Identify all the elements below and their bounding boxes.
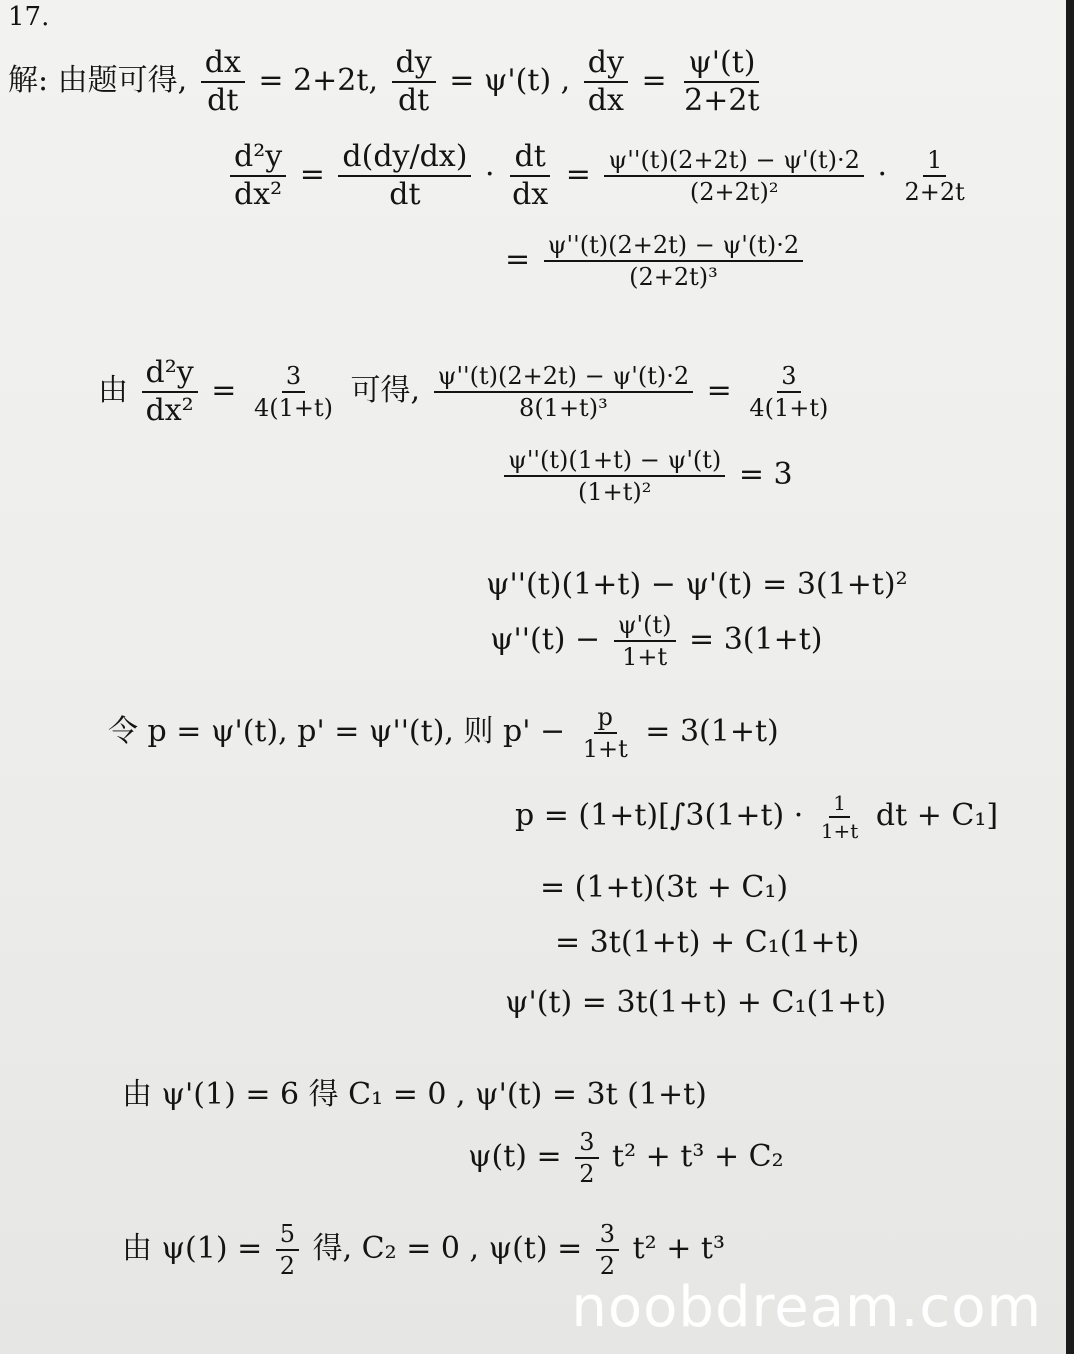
simplified-denominator: (2+2t)³ [629, 263, 718, 291]
psi-rhs: t² + t³ + C₂ [612, 1139, 784, 1174]
psi-lhs: ψ(t) = [468, 1139, 562, 1174]
final-rhs: t² + t³ [632, 1231, 725, 1266]
three-numerator: 3 [596, 1222, 619, 1251]
solution-line-1 [8, 45, 768, 118]
rhs-denominator: 4(1+t) [749, 394, 829, 422]
rhs-numerator: 3 [777, 364, 800, 393]
quotient-numerator: ψ''(t)(2+2t) − ψ'(t)·2 [604, 148, 863, 177]
reduced-rhs: = 3 [738, 457, 793, 492]
two-denominator-2: 2 [599, 1252, 616, 1280]
integrand-denominator: 1+t [820, 819, 859, 843]
substitution-line [108, 705, 779, 761]
one-numerator: 1 [923, 148, 946, 177]
dt-numerator: dt [510, 142, 549, 177]
expanded-equation-line: ψ''(t)(1+t) − ψ'(t) = 3(1+t)² [486, 567, 908, 602]
d2y-numerator: d²y [230, 142, 286, 177]
five-numerator: 5 [276, 1222, 299, 1251]
equation-denominator: 8(1+t)³ [519, 394, 608, 422]
substitution-rhs: = 3(1+t) [645, 714, 779, 749]
equals-sign: = [505, 242, 531, 277]
standard-form-lhs: ψ''(t) − [490, 622, 601, 657]
standard-form-rhs: = 3(1+t) [689, 622, 823, 657]
three-numerator: 3 [575, 1130, 598, 1159]
d2y-numerator: d²y [142, 358, 198, 393]
quotient-denominator: (2+2t)² [689, 178, 779, 206]
p-denominator: 1+t [582, 735, 628, 763]
initial-condition-line: 由 ψ'(1) = 6 得 C₁ = 0 , ψ'(t) = 3t (1+t) [122, 1077, 707, 1112]
final-prefix: 由 ψ(1) = [122, 1231, 263, 1266]
two-denominator: 2 [279, 1252, 296, 1280]
standard-form-numerator: ψ'(t) [614, 613, 676, 642]
dydt-value: = ψ'(t) , [449, 63, 571, 98]
substitution-prefix: 令 p = ψ'(t), p' = ψ''(t), 则 p' − [108, 714, 566, 749]
dydx-denominator: 2+2t [684, 83, 760, 118]
dy-numerator: dy [392, 48, 436, 83]
psi-integral-line [468, 1130, 784, 1186]
dt-denominator-2: dt [397, 83, 430, 118]
reduced-numerator: ψ''(t)(1+t) − ψ'(t) [504, 448, 725, 477]
given-denominator: 4(1+t) [253, 394, 333, 422]
expanded-p-line: = 3t(1+t) + C₁(1+t) [555, 925, 860, 960]
d-dydx-numerator: d(dy/dx) [338, 142, 471, 177]
multiply-dot: · [484, 157, 495, 192]
two-denominator: 2 [579, 1160, 595, 1188]
dt-denominator: dt [207, 83, 239, 118]
kede-text: 可得, [350, 373, 421, 408]
you-prefix: 由 [98, 373, 128, 408]
equals-sign: = [211, 373, 237, 408]
reciprocal-denominator: 2+2t [904, 178, 965, 206]
dydx-numerator: ψ'(t) [684, 48, 759, 83]
dxdt-value: = 2+2t, [258, 63, 378, 98]
final-middle: 得, C₂ = 0 , ψ(t) = [312, 1231, 583, 1266]
dx2-denominator: dx² [234, 177, 283, 212]
equals-sign-2: = [565, 157, 591, 192]
p-numerator: p [594, 705, 617, 734]
dx2-denominator: dx² [145, 393, 194, 428]
problem-number: 17. [8, 2, 50, 32]
integral-lhs: p = (1+t)[∫3(1+t) · [515, 798, 804, 833]
dy-numerator-2: dy [584, 48, 628, 83]
solution-prefix: 解: 由题可得, [8, 63, 188, 98]
given-condition-line [98, 355, 836, 428]
multiply-dot-2: · [877, 157, 887, 192]
reduced-equation-line [500, 448, 793, 504]
equals-sign: = [299, 157, 325, 192]
integral-rhs: dt + C₁] [875, 798, 999, 833]
simplified-p-line: = (1+t)(3t + C₁) [540, 870, 789, 905]
standard-form-line [490, 613, 823, 669]
dt-denominator: dt [389, 177, 421, 212]
equation-numerator: ψ''(t)(2+2t) − ψ'(t)·2 [434, 364, 693, 393]
reduced-denominator: (1+t)² [577, 478, 652, 506]
dx-numerator: dx [201, 48, 245, 83]
equals-sign-2: = [706, 373, 732, 408]
final-answer-line [122, 1222, 725, 1278]
dx-denominator: dx [587, 83, 624, 118]
psi-prime-line: ψ'(t) = 3t(1+t) + C₁(1+t) [505, 985, 887, 1020]
integral-solution-line [515, 793, 998, 841]
three-numerator: 3 [282, 364, 305, 393]
standard-form-denominator: 1+t [622, 643, 668, 671]
second-derivative-line [226, 139, 973, 212]
integrand-numerator: 1 [829, 793, 850, 818]
site-watermark: noobdream.com [571, 1275, 1042, 1340]
dx-denominator: dx [512, 177, 549, 212]
simplified-second-derivative [505, 233, 807, 289]
equals-sign: = [641, 63, 667, 98]
simplified-numerator: ψ''(t)(2+2t) − ψ'(t)·2 [544, 233, 803, 262]
